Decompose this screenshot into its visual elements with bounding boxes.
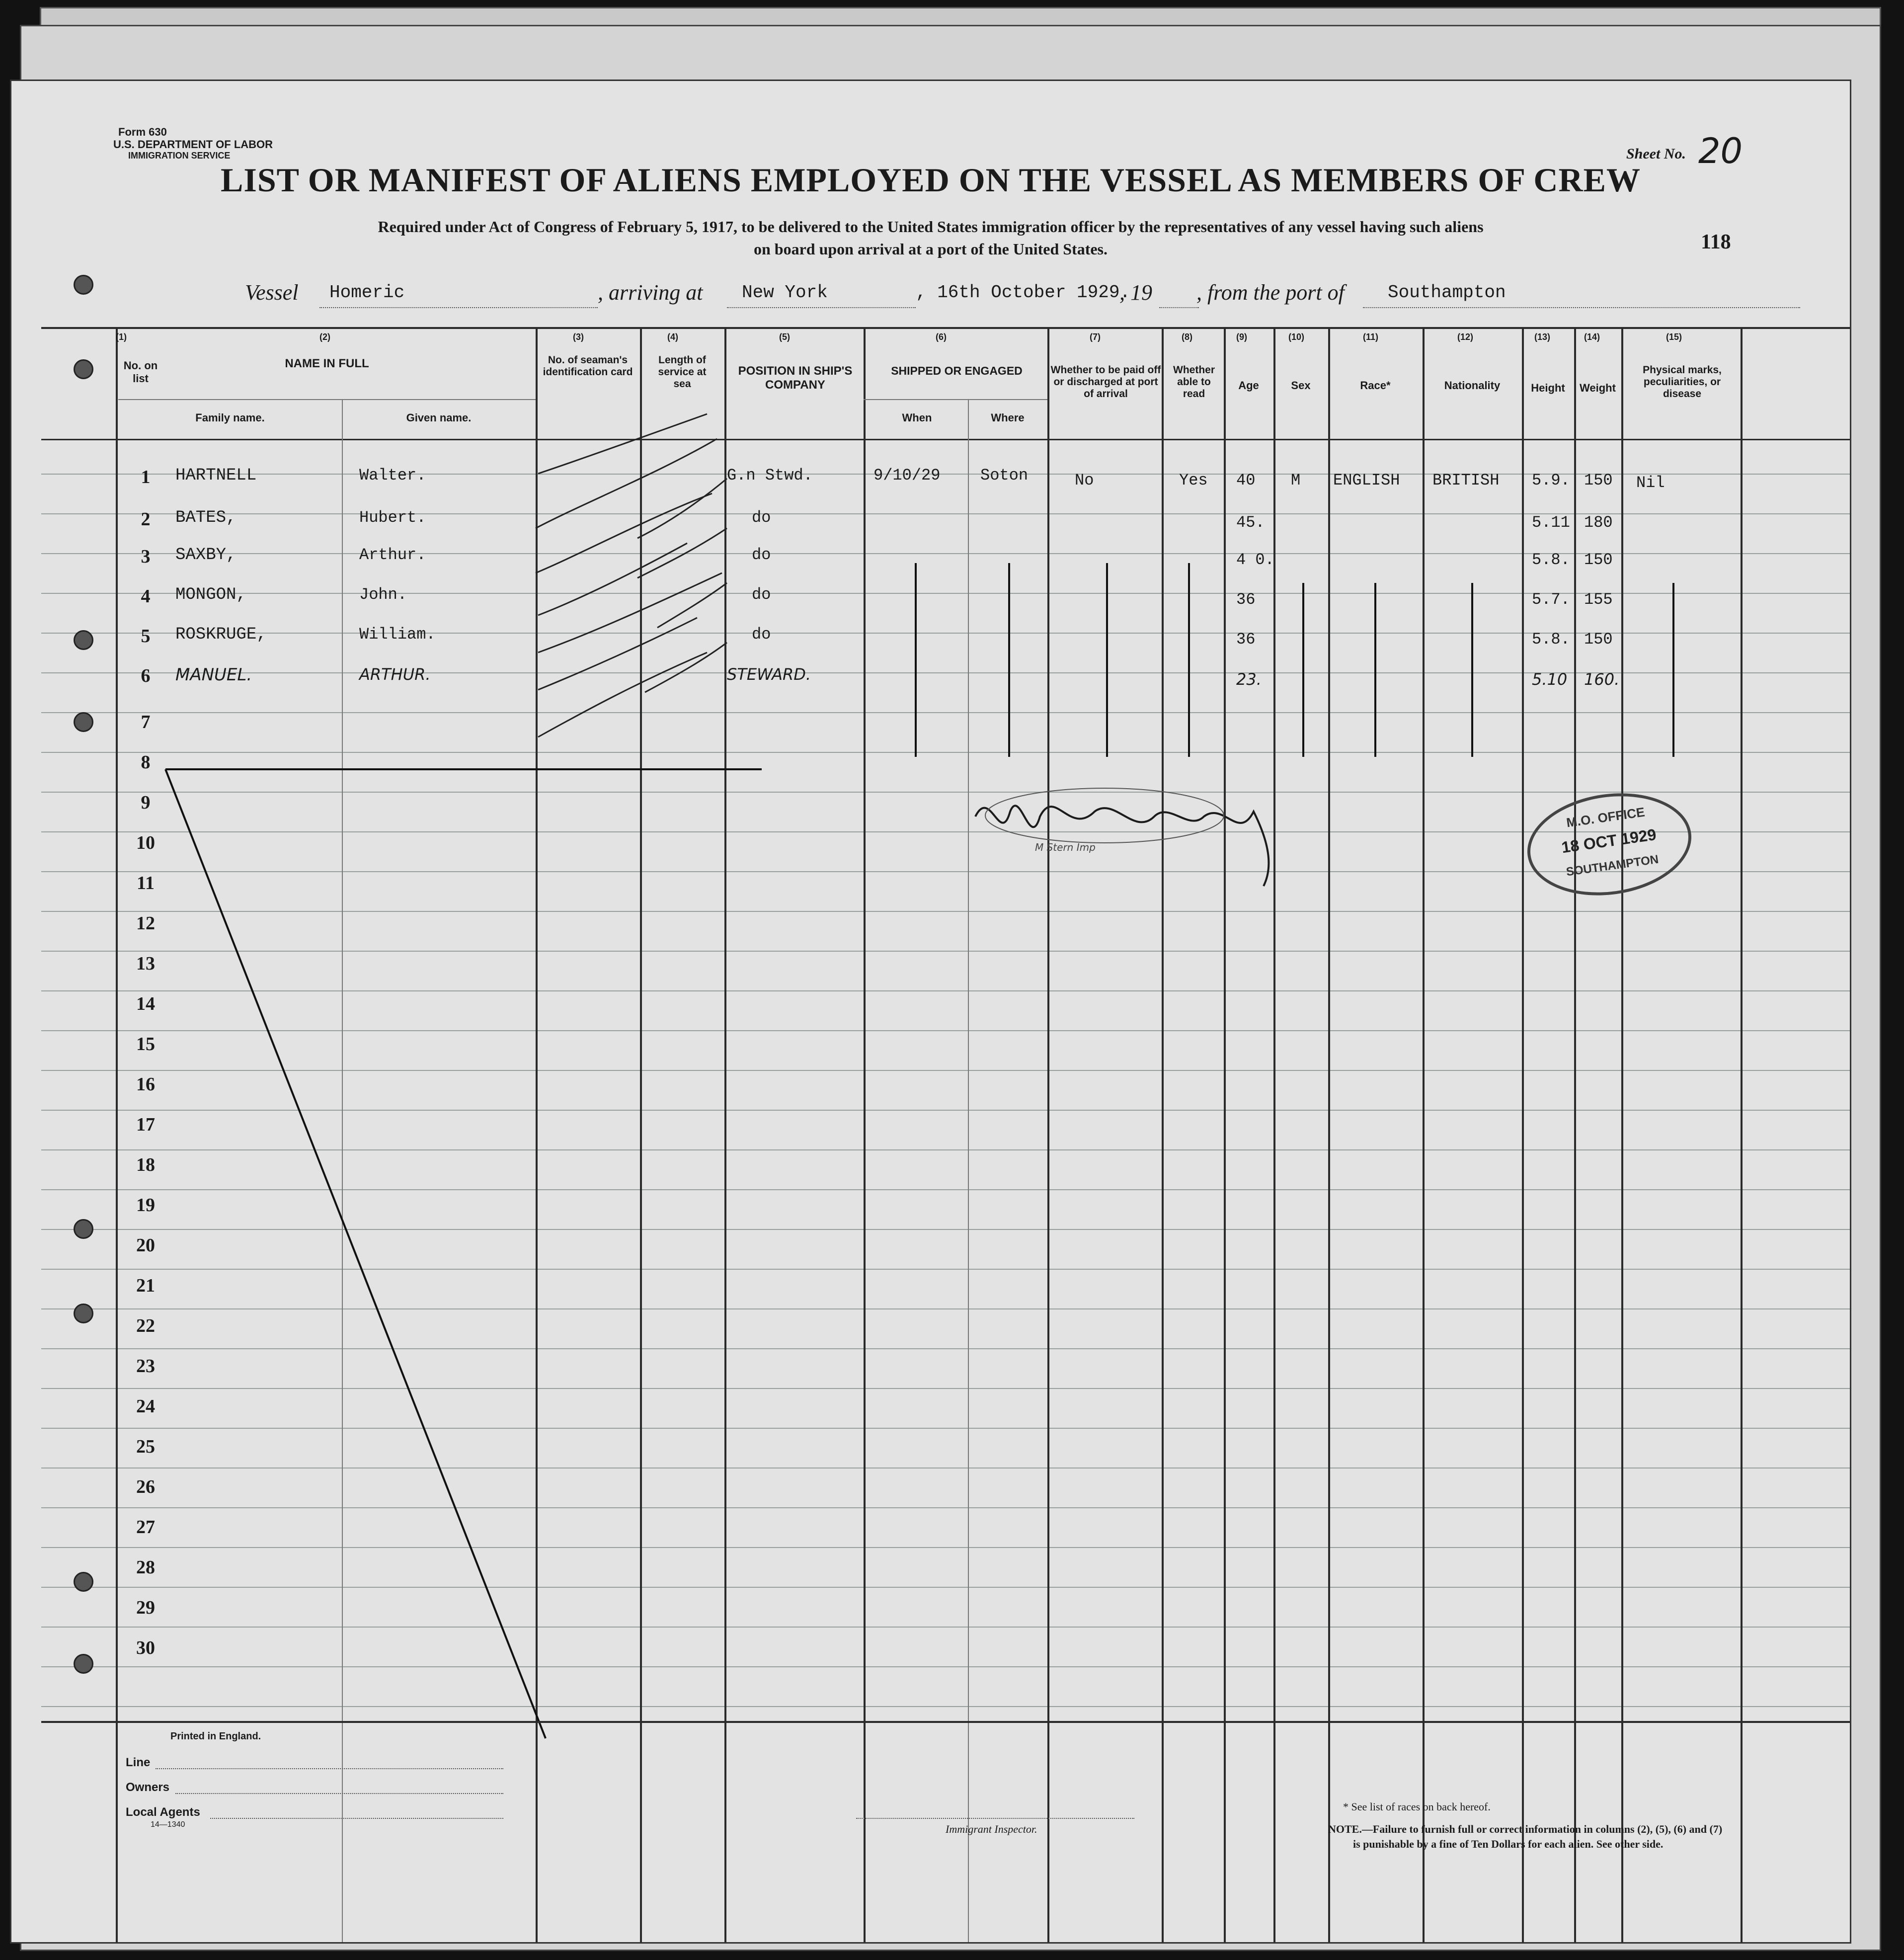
crew-position-cell: do [752, 546, 771, 564]
column-number: (12) [1457, 332, 1474, 342]
year-label: , 19 [1119, 280, 1152, 305]
crew-age-cell: 23. [1236, 670, 1262, 689]
column-number: (7) [1090, 332, 1101, 342]
column-number: (8) [1182, 332, 1192, 342]
crew-given-cell: John. [359, 585, 407, 604]
column-number: (14) [1584, 332, 1600, 342]
crew-where-cell: Soton [980, 466, 1029, 485]
crew-family-cell: SAXBY, [175, 546, 237, 565]
crew-position-cell: do [752, 625, 771, 644]
cancel-diagonal [165, 769, 546, 1738]
manifest-sheet [10, 80, 1851, 1944]
page-number: 118 [1701, 231, 1731, 253]
col-height: Height [1531, 382, 1565, 394]
crew-no-cell: 3 [141, 546, 151, 567]
stamp-office: M.O. OFFICE [1565, 804, 1646, 830]
subtitle-line2: on board upon arrival at a port of the United States. [753, 240, 1108, 258]
row-number: 25 [136, 1436, 155, 1457]
service: IMMIGRATION SERVICE [128, 151, 231, 161]
col-race: Race* [1360, 379, 1391, 392]
crew-weight-cell: 150 [1584, 630, 1613, 649]
column-number: (5) [779, 332, 790, 342]
signature: M Stern Imp [1035, 841, 1096, 853]
dotted-line [856, 1818, 1134, 1819]
column-number: (4) [667, 332, 678, 342]
column-number: (11) [1363, 332, 1379, 342]
crew-position-cell: do [752, 508, 771, 527]
crew-weight-cell: 155 [1584, 590, 1613, 609]
crew-family-cell: MONGON, [175, 585, 246, 604]
col-nationality: Nationality [1444, 379, 1501, 392]
col-weight: Weight [1580, 382, 1616, 394]
col-shipped: SHIPPED OR ENGAGED [891, 364, 1023, 377]
departure-port: Southampton [1388, 282, 1506, 303]
row-number: 24 [136, 1396, 155, 1417]
cancel-stroke [538, 573, 722, 653]
crew-age-cell: 36 [1236, 630, 1256, 649]
row-number: 26 [136, 1476, 155, 1497]
department: U.S. DEPARTMENT OF LABOR [113, 138, 273, 151]
owners-label: Owners [126, 1781, 170, 1794]
column-number: (6) [936, 332, 947, 342]
crew-read-cell: Yes [1179, 471, 1208, 490]
col-paid-off: Whether to be paid off or discharged at port of arrival [1050, 364, 1161, 400]
crew-age-cell: 4 0. [1236, 551, 1274, 569]
row-number: 30 [136, 1637, 155, 1658]
signature-stroke [975, 806, 1269, 886]
row-number: 11 [137, 873, 155, 894]
row-number: 7 [141, 712, 151, 733]
crew-height-cell: 5.10 [1532, 670, 1568, 689]
column-number: (13) [1534, 332, 1551, 342]
row-number: 15 [136, 1034, 155, 1055]
crew-no-cell: 5 [141, 626, 151, 647]
crew-position-cell: do [752, 585, 771, 604]
agents-label: Local Agents [126, 1805, 200, 1819]
vessel-name: Homeric [329, 282, 405, 303]
row-number: 14 [136, 993, 155, 1014]
crew-given-cell: ARTHUR. [359, 665, 431, 684]
col-no-on-list: No. on list [123, 359, 158, 385]
printed-in: Printed in England. [170, 1731, 261, 1742]
row-number: 23 [136, 1356, 155, 1377]
crew-marks-cell: Nil [1636, 474, 1665, 492]
row-number: 17 [136, 1114, 155, 1135]
crew-age-cell: 36 [1236, 590, 1256, 609]
row-number: 19 [136, 1195, 155, 1216]
sheet-label: Sheet No. [1626, 146, 1686, 162]
crew-no-cell: 4 [141, 586, 151, 607]
row-number: 28 [136, 1557, 155, 1578]
crew-weight-cell: 150 [1584, 471, 1613, 490]
row-number: 10 [136, 832, 155, 853]
cancel-stroke [645, 643, 727, 692]
col-name-in-full: NAME IN FULL [285, 357, 369, 370]
crew-given-cell: Arthur. [359, 546, 426, 564]
row-number: 8 [141, 752, 151, 773]
col-age: Age [1238, 379, 1259, 392]
crew-age-cell: 45. [1236, 513, 1265, 532]
crew-given-cell: William. [359, 625, 436, 644]
crew-height-cell: 5.9. [1532, 471, 1570, 490]
stamp-date: 18 OCT 1929 [1560, 825, 1658, 857]
fine-note-line1: NOTE.—Failure to furnish full or correct information in columns (2), (5), (6) and (7) [1328, 1823, 1723, 1835]
crew-given-cell: Walter. [359, 466, 426, 485]
dotted-line [156, 1768, 503, 1769]
cancel-stroke [637, 479, 727, 538]
form-number: Form 630 [118, 126, 167, 138]
row-number: 21 [136, 1275, 155, 1296]
cancel-stroke [538, 543, 687, 615]
crew-nationality-cell: BRITISH [1432, 471, 1500, 490]
column-number: (3) [573, 332, 584, 342]
subtitle-line1: Required under Act of Congress of February 5, 1917, to be delivered to the United States immigration officer by the representatives of any vessel having such aliens [378, 218, 1484, 236]
row-number: 22 [136, 1315, 155, 1336]
crew-age-cell: 40 [1236, 471, 1256, 490]
line-label: Line [126, 1756, 151, 1769]
row-number: 29 [136, 1597, 155, 1618]
fine-note-line2: is punishable by a fine of Ten Dollars for each alien. See other side. [1353, 1838, 1664, 1850]
cancel-stroke [538, 414, 707, 474]
row-number: 16 [136, 1074, 155, 1095]
crew-height-cell: 5.7. [1532, 590, 1570, 609]
crew-family-cell: MANUEL. [175, 665, 252, 685]
arrival-port: New York [742, 282, 828, 303]
column-number: (2) [319, 332, 330, 342]
crew-given-cell: Hubert. [359, 508, 426, 527]
crew-no-cell: 1 [141, 467, 151, 488]
col-given-name: Given name. [406, 411, 472, 424]
crew-weight-cell: 180 [1584, 513, 1613, 532]
row-number: 9 [141, 792, 151, 813]
arrival-date: , 16th October 1929. [916, 282, 1131, 303]
crew-family-cell: BATES, [175, 508, 237, 527]
crew-no-cell: 6 [141, 665, 151, 686]
stamp-place: SOUTHAMPTON [1565, 852, 1660, 879]
print-code: 14—1340 [151, 1820, 185, 1829]
crew-sex-cell: M [1291, 471, 1301, 490]
row-number: 27 [136, 1517, 155, 1538]
dotted-line [175, 1793, 503, 1794]
crew-when-cell: 9/10/29 [873, 466, 941, 485]
cancel-stroke [637, 528, 727, 578]
crew-family-cell: ROSKRUGE, [175, 625, 267, 644]
cancel-stroke [536, 439, 717, 528]
col-length-service: Length of service at sea [658, 354, 707, 390]
crew-family-cell: HARTNELL [175, 466, 257, 485]
crew-position-cell: G.n Stwd. [727, 466, 813, 485]
handwritten-strokes [11, 81, 1850, 1942]
sheet-number: 20 [1698, 131, 1743, 171]
crew-paid-cell: No [1075, 471, 1094, 490]
crew-height-cell: 5.8. [1532, 551, 1570, 569]
footer-rule [41, 1721, 1850, 1723]
column-number: (10) [1288, 332, 1305, 342]
page-title: LIST OR MANIFEST OF ALIENS EMPLOYED ON THE VESSEL AS MEMBERS OF CREW [221, 161, 1641, 199]
col-family-name: Family name. [195, 411, 265, 424]
row-number: 13 [136, 953, 155, 974]
row-number: 12 [136, 913, 155, 934]
crew-weight-cell: 150 [1584, 551, 1613, 569]
crew-height-cell: 5.11 [1532, 513, 1570, 532]
cancel-stroke [538, 653, 707, 737]
crew-position-cell: STEWARD. [727, 665, 811, 684]
row-number: 20 [136, 1235, 155, 1256]
dotted-line [210, 1818, 503, 1819]
cancel-stroke [538, 618, 697, 690]
crew-race-cell: ENGLISH [1333, 471, 1400, 490]
inspector-label: Immigrant Inspector. [946, 1823, 1037, 1835]
column-number: (1) [116, 332, 127, 342]
col-position: POSITION IN SHIP'S COMPANY [738, 364, 853, 392]
see-list-note: * See list of races on back hereof. [1343, 1800, 1491, 1813]
vessel-label: Vessel [245, 280, 299, 305]
crew-no-cell: 2 [141, 509, 151, 530]
crew-height-cell: 5.8. [1532, 630, 1570, 649]
col-seaman-card: No. of seaman's identification card [543, 354, 633, 378]
arriving-label: , arriving at [598, 280, 703, 305]
column-number: (15) [1666, 332, 1682, 342]
column-number: (9) [1236, 332, 1247, 342]
col-when: When [902, 411, 932, 424]
col-sex: Sex [1291, 379, 1311, 392]
crew-weight-cell: 160. [1584, 670, 1620, 689]
cancel-stroke [536, 493, 712, 573]
col-where: Where [991, 411, 1025, 424]
row-number: 18 [136, 1154, 155, 1175]
col-physical-marks: Physical marks, peculiarities, or disease [1643, 364, 1722, 400]
from-label: , from the port of [1196, 280, 1345, 305]
col-able-to-read: Whether able to read [1173, 364, 1215, 400]
